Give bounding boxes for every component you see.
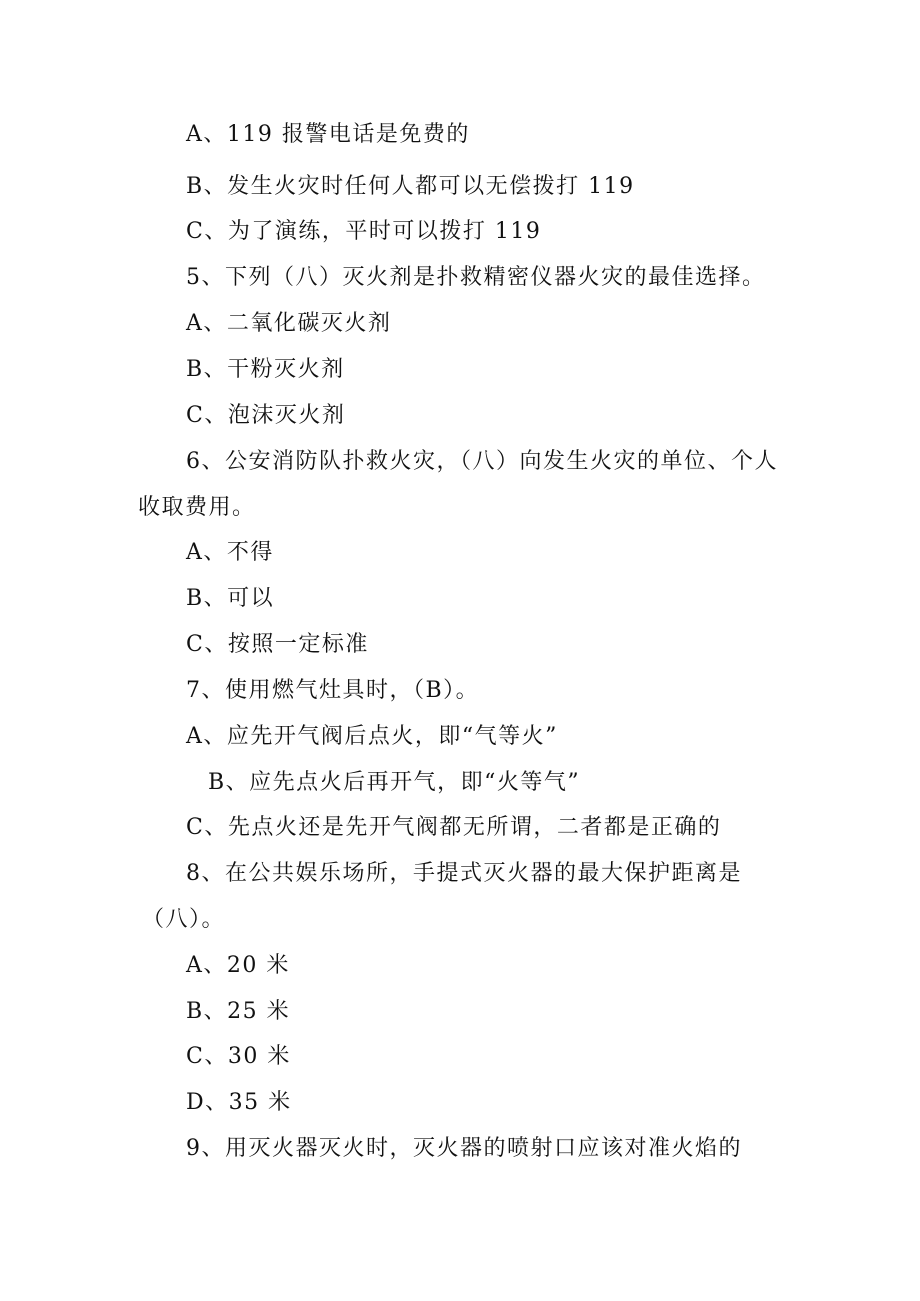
question-line: 8、在公共娱乐场所，手提式灭火器的最大保护距离是 [186, 861, 742, 886]
question-line: 6、公安消防队扑救火灾，（八）向发生火灾的单位、个人 [186, 449, 778, 474]
question-line: 9、用灭火器灭火时，灭火器的喷射口应该对准火焰的 [186, 1136, 742, 1161]
option-line: A、二氧化碳灭火剂 [186, 311, 392, 336]
option-line: B、应先点火后再开气，即“火等气” [208, 770, 581, 795]
question-line-continued: （八）。 [142, 907, 226, 932]
option-line: C、先点火还是先开气阀都无所谓，二者都是正确的 [186, 815, 722, 840]
option-line: B、25 米 [186, 999, 291, 1024]
option-line: A、119 报警电话是免费的 [186, 122, 470, 147]
option-line: D、35 米 [186, 1090, 292, 1115]
option-line: C、按照一定标准 [186, 632, 369, 657]
option-line: C、30 米 [186, 1044, 291, 1069]
option-line: A、不得 [186, 540, 274, 565]
question-line-continued: 收取费用。 [138, 495, 256, 520]
option-line: A、应先开气阀后点火，即“气等火” [186, 724, 558, 749]
option-line: B、可以 [186, 586, 275, 611]
option-line: C、泡沫灭火剂 [186, 403, 346, 428]
option-line: A、20 米 [186, 953, 290, 978]
option-line: B、发生火灾时任何人都可以无偿拨打 119 [186, 174, 635, 199]
question-line: 7、使用燃气灶具时，（B）。 [186, 678, 480, 703]
question-line: 5、下列（八）灭火剂是扑救精密仪器火灾的最佳选择。 [186, 265, 766, 290]
option-line: C、为了演练，平时可以拨打 119 [186, 219, 542, 244]
option-line: B、干粉灭火剂 [186, 357, 345, 382]
